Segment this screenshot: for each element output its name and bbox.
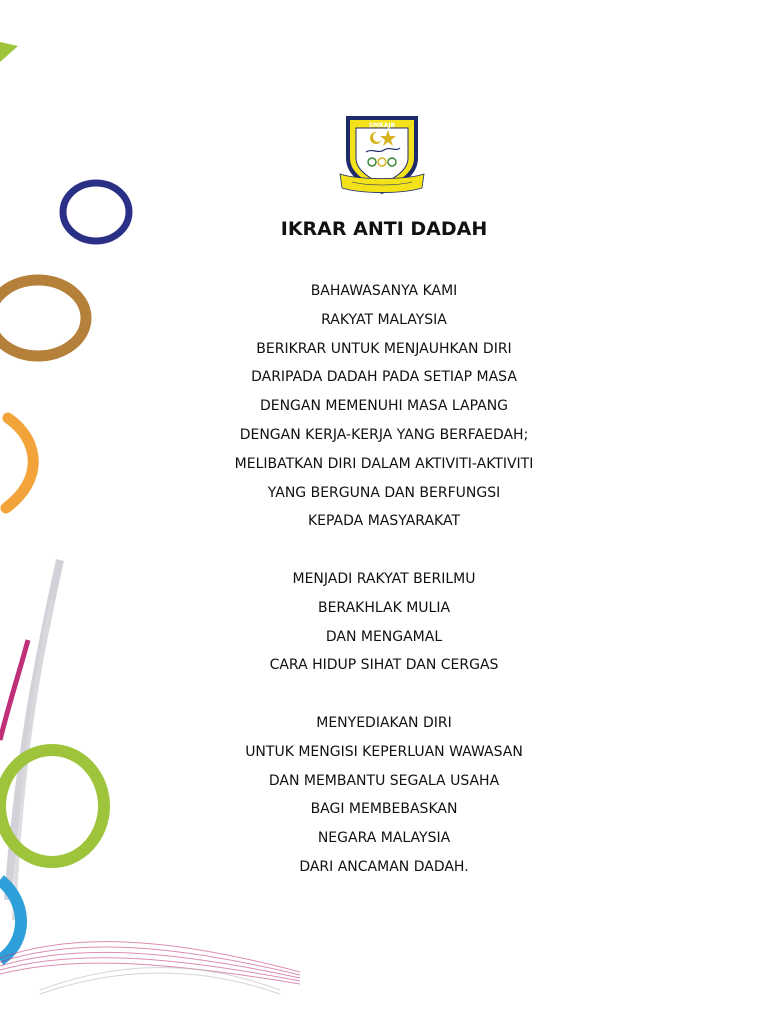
pledge-line: BAHAWASANYA KAMI bbox=[310, 283, 458, 299]
pledge-line: BERAKHLAK MULIA bbox=[317, 599, 451, 616]
pledge-line: BERIKRAR UNTUK MENJAUHKAN DIRI bbox=[256, 340, 512, 357]
pledge-line: DENGAN KERJA-KERJA YANG BERFAEDAH; bbox=[239, 426, 529, 443]
pledge-line: BAGI MEMBEBASKAN bbox=[310, 801, 458, 818]
pledge-stanza bbox=[0, 570, 768, 685]
school-crest-logo bbox=[338, 108, 426, 198]
pledge-line: DAN MEMBANTU SEGALA USAHA bbox=[268, 772, 500, 789]
page-title: IKRAR ANTI DADAH bbox=[280, 218, 488, 240]
pledge-line: YANG BERGUNA DAN BERFUNGSI bbox=[267, 484, 501, 501]
bottom-wave-lines bbox=[0, 942, 300, 984]
pledge-line: DAN MENGAMAL bbox=[325, 628, 443, 645]
pledge-line: UNTUK MENGISI KEPERLUAN WAWASAN bbox=[245, 743, 523, 760]
pledge-text bbox=[0, 282, 768, 916]
pledge-line: MENJADI RAKYAT BERILMU bbox=[292, 570, 476, 587]
corner-lime-accent bbox=[0, 42, 18, 62]
pledge-stanza bbox=[0, 282, 768, 541]
pledge-line: RAKYAT MALAYSIA bbox=[321, 311, 447, 328]
pledge-line: DENGAN MEMENUHI MASA LAPANG bbox=[259, 398, 509, 415]
pledge-line: NEGARA MALAYSIA bbox=[317, 830, 451, 847]
pledge-line: MELIBATKAN DIRI DALAM AKTIVITI-AKTIVITI bbox=[234, 455, 534, 472]
pledge-line: MENYEDIAKAN DIRI bbox=[316, 714, 452, 731]
pledge-line: KEPADA MASYARAKAT bbox=[307, 513, 460, 530]
pledge-line: DARI ANCAMAN DADAH. bbox=[299, 858, 469, 875]
svg-text:SMKAJB: SMKAJB bbox=[368, 122, 396, 129]
pledge-stanza bbox=[0, 714, 768, 887]
pledge-line: DARIPADA DADAH PADA SETIAP MASA bbox=[251, 369, 517, 386]
pledge-line: CARA HIDUP SIHAT DAN CERGAS bbox=[269, 657, 499, 674]
